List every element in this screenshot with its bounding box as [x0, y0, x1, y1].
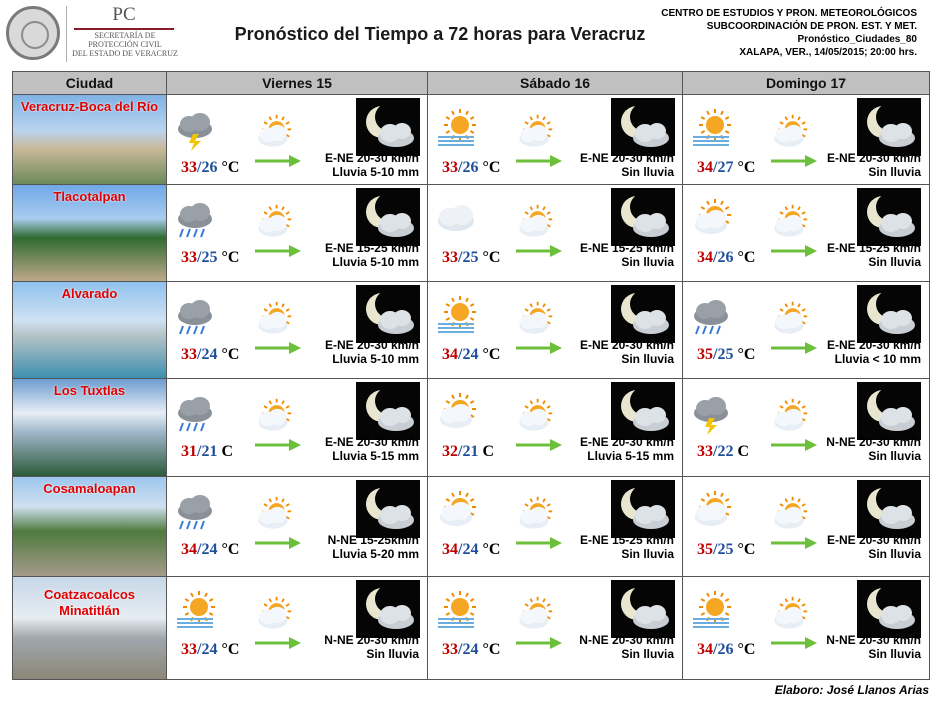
org-line-1: CENTRO DE ESTUDIOS Y PRON. METEOROLÓGICOS — [661, 8, 917, 19]
org-line-3: Pronóstico_Ciudades_80 — [797, 34, 917, 45]
wind-arrow-icon — [253, 340, 303, 356]
day-forecast-cell — [683, 477, 929, 576]
rain-cloud-icon — [689, 294, 733, 338]
wind-text: E-NE 20-30 km/h — [579, 435, 674, 449]
wind-text: E-NE 20-30 km/h — [579, 151, 674, 165]
logo-line-2: PROTECCIÓN CIVIL — [88, 40, 162, 49]
temp-unit: C — [737, 443, 750, 460]
day-forecast-cell — [428, 282, 683, 378]
day-forecast-cell — [428, 95, 683, 184]
city-name: Alvarado — [61, 286, 118, 301]
credit-line: Elaboro: José Llanos Arias — [774, 683, 929, 697]
rain-text: Lluvia 5-15 mm — [332, 449, 419, 463]
rain-text: Sin lluvia — [621, 647, 674, 661]
day-forecast-cell — [683, 185, 929, 281]
rain-cloud-icon — [173, 489, 217, 533]
storm-cloud-icon — [689, 391, 733, 435]
partly-cloudy-icon — [514, 203, 554, 243]
wind-text: E-NE 20-30 km/h — [826, 338, 921, 352]
temp-max: 31 — [181, 443, 197, 460]
sun-haze-icon — [689, 589, 733, 633]
temp-max: 32 — [442, 443, 458, 460]
temp-max: 35 — [697, 541, 713, 558]
temperature-range: 33/24 °C — [181, 641, 240, 658]
city-name: Veracruz-Boca del Río — [20, 99, 159, 114]
wind-arrow-icon — [253, 437, 303, 453]
day-forecast-cell — [683, 282, 929, 378]
wind-arrow-icon — [253, 153, 303, 169]
wind-arrow-icon — [514, 340, 564, 356]
night-moon-icon — [611, 98, 675, 156]
temp-min: 25 — [201, 249, 218, 266]
night-moon-icon — [857, 382, 921, 440]
city-cell — [13, 477, 167, 576]
wind-arrow-icon — [769, 535, 819, 551]
partly-cloudy-icon — [253, 300, 293, 340]
wind-arrow-icon — [769, 340, 819, 356]
partly-cloudy-icon — [769, 397, 809, 437]
temperature-range: 31/21 C — [181, 443, 234, 460]
temperature-range: 34/24 °C — [442, 346, 501, 363]
wind-rain-info — [826, 633, 921, 661]
rain-text: Lluvia 5-10 mm — [332, 165, 419, 179]
rain-text: Lluvia < 10 mm — [834, 352, 921, 366]
wind-rain-info — [827, 151, 921, 179]
forecast-row — [13, 379, 929, 477]
city-cell — [13, 185, 167, 281]
wind-arrow-icon — [514, 535, 564, 551]
rain-text: Lluvia 5-15 mm — [587, 449, 674, 463]
logo-divider — [66, 6, 67, 62]
day-forecast-cell — [683, 577, 929, 679]
temp-max: 33 — [181, 641, 197, 658]
rain-cloud-icon — [173, 391, 217, 435]
partly-cloudy-icon — [253, 203, 293, 243]
day-forecast-cell — [167, 477, 428, 576]
logo-pc-text: PC — [112, 4, 136, 25]
partly-cloudy-icon — [689, 489, 733, 533]
day-forecast-cell — [167, 577, 428, 679]
wind-text: E-NE 20-30 km/h — [579, 338, 674, 352]
org-line-2: SUBCOORDINACIÓN DE PRON. EST. Y MET. — [706, 21, 917, 32]
temp-min: 24 — [462, 541, 479, 558]
wind-arrow-icon — [253, 535, 303, 551]
day-forecast-cell — [683, 379, 929, 476]
wind-rain-info — [580, 338, 674, 366]
wind-text: E-NE 20-30 km/h — [324, 435, 419, 449]
rain-text: Sin lluvia — [621, 165, 674, 179]
wind-rain-info — [827, 338, 921, 366]
temperature-range: 32/21 C — [442, 443, 495, 460]
temp-max: 35 — [697, 346, 713, 363]
wind-arrow-icon — [514, 243, 564, 259]
temperature-range: 34/27 °C — [697, 159, 756, 176]
rain-text: Lluvia 5-10 mm — [332, 352, 419, 366]
temp-min: 22 — [717, 443, 734, 460]
temp-unit: °C — [482, 346, 501, 363]
partly-cloudy-icon — [769, 203, 809, 243]
wind-arrow-icon — [769, 635, 819, 651]
wind-arrow-icon — [253, 635, 303, 651]
wind-text: N-NE 20-30 km/h — [324, 633, 419, 647]
wind-rain-info — [580, 241, 674, 269]
wind-rain-info — [580, 533, 674, 561]
city-name: Tlacotalpan — [53, 189, 126, 204]
temp-min: 25 — [717, 541, 734, 558]
partly-cloudy-icon — [253, 595, 293, 635]
temperature-range: 33/24 °C — [442, 641, 501, 658]
night-moon-icon — [857, 188, 921, 246]
temperature-range: 33/25 °C — [442, 249, 501, 266]
wind-text: E-NE 15-25 km/h — [826, 241, 921, 255]
temp-unit: C — [482, 443, 495, 460]
temp-max: 33 — [181, 346, 197, 363]
temp-unit: °C — [737, 346, 756, 363]
wind-text: E-NE 20-30 km/h — [324, 338, 419, 352]
temp-max: 34 — [697, 641, 713, 658]
forecast-row — [13, 477, 929, 577]
temp-unit: °C — [221, 249, 240, 266]
forecast-row — [13, 95, 929, 185]
city-cell — [13, 282, 167, 378]
temp-min: 24 — [462, 641, 479, 658]
temperature-range: 33/26 °C — [181, 159, 240, 176]
temp-max: 33 — [442, 641, 458, 658]
rain-text: Sin lluvia — [621, 255, 674, 269]
temp-min: 24 — [462, 346, 479, 363]
wind-arrow-icon — [514, 635, 564, 651]
temp-max: 34 — [442, 346, 458, 363]
logo-line-3: DEL ESTADO DE VERACRUZ — [72, 49, 178, 58]
temp-unit: °C — [221, 346, 240, 363]
partly-cloudy-icon — [769, 495, 809, 535]
wind-rain-info — [325, 435, 419, 463]
night-moon-icon — [857, 480, 921, 538]
temp-unit: °C — [482, 249, 501, 266]
night-moon-icon — [356, 480, 420, 538]
city-cell — [13, 379, 167, 476]
sun-haze-icon — [434, 107, 478, 151]
temp-max: 33 — [697, 443, 713, 460]
night-moon-icon — [356, 188, 420, 246]
rain-text: Sin lluvia — [366, 647, 419, 661]
day-forecast-cell — [167, 282, 428, 378]
wind-text: N-NE 20-30 km/h — [826, 435, 921, 449]
state-seal-icon — [6, 6, 60, 60]
rain-text: Sin lluvia — [868, 647, 921, 661]
wind-rain-info — [579, 633, 674, 661]
temperature-range: 33/24 °C — [181, 346, 240, 363]
partly-cloudy-icon — [514, 113, 554, 153]
wind-text: E-NE 15-25 km/h — [324, 241, 419, 255]
rain-text: Sin lluvia — [868, 165, 921, 179]
city-cell — [13, 95, 167, 184]
column-header-day-2: Sábado 16 — [428, 72, 683, 95]
wind-arrow-icon — [769, 437, 819, 453]
rain-text: Sin lluvia — [621, 547, 674, 561]
partly-cloudy-icon — [253, 495, 293, 535]
wind-text: N-NE 15-25km/h — [327, 533, 419, 547]
temp-max: 34 — [697, 249, 713, 266]
forecast-row — [13, 185, 929, 282]
wind-text: E-NE 20-30 km/h — [324, 151, 419, 165]
wind-rain-info — [826, 435, 921, 463]
rain-text: Sin lluvia — [868, 547, 921, 561]
wind-rain-info — [325, 241, 419, 269]
temp-min: 26 — [462, 159, 479, 176]
temperature-range: 33/25 °C — [181, 249, 240, 266]
partly-cloudy-icon — [769, 595, 809, 635]
temp-unit: °C — [221, 641, 240, 658]
wind-arrow-icon — [253, 243, 303, 259]
wind-rain-info — [827, 533, 921, 561]
rain-text: Sin lluvia — [868, 449, 921, 463]
wind-text: E-NE 20-30 km/h — [826, 533, 921, 547]
wind-rain-info — [325, 151, 419, 179]
temp-min: 26 — [717, 641, 734, 658]
column-header-day-3: Domingo 17 — [683, 72, 929, 95]
day-forecast-cell — [428, 379, 683, 476]
temp-unit: °C — [737, 541, 756, 558]
night-moon-icon — [611, 580, 675, 638]
temp-max: 33 — [442, 159, 458, 176]
wind-text: N-NE 20-30 km/h — [579, 633, 674, 647]
temp-min: 24 — [201, 641, 218, 658]
rain-text: Sin lluvia — [868, 255, 921, 269]
temperature-range: 33/22 C — [697, 443, 750, 460]
temp-unit: C — [221, 443, 234, 460]
temp-max: 34 — [442, 541, 458, 558]
city-name: Coatzacoalcos Minatitlán — [43, 587, 136, 618]
wind-rain-info — [827, 241, 921, 269]
temp-unit: °C — [482, 159, 501, 176]
wind-rain-info — [580, 151, 674, 179]
temp-max: 34 — [697, 159, 713, 176]
partly-cloudy-icon — [434, 391, 478, 435]
sun-haze-icon — [434, 589, 478, 633]
city-name: Los Tuxtlas — [53, 383, 126, 398]
city-cell — [13, 577, 167, 679]
wind-text: E-NE 15-25 km/h — [579, 241, 674, 255]
rain-text: Lluvia 5-10 mm — [332, 255, 419, 269]
temp-min: 24 — [201, 346, 218, 363]
temp-unit: °C — [221, 159, 240, 176]
wind-arrow-icon — [769, 243, 819, 259]
night-moon-icon — [611, 285, 675, 343]
day-forecast-cell — [428, 477, 683, 576]
logo-agency-text — [70, 31, 180, 58]
forecast-row — [13, 282, 929, 379]
night-moon-icon — [857, 285, 921, 343]
rain-text: Lluvia 5-20 mm — [332, 547, 419, 561]
temp-unit: °C — [737, 641, 756, 658]
wind-text: N-NE 20-30 km/h — [826, 633, 921, 647]
page-header — [0, 0, 937, 70]
city-name: Cosamaloapan — [43, 481, 136, 496]
temp-min: 25 — [717, 346, 734, 363]
temp-min: 26 — [201, 159, 218, 176]
wind-text: E-NE 15-25 km/h — [579, 533, 674, 547]
wind-arrow-icon — [769, 153, 819, 169]
day-forecast-cell — [428, 185, 683, 281]
night-moon-icon — [611, 480, 675, 538]
wind-rain-info — [328, 533, 419, 561]
rain-cloud-icon — [173, 294, 217, 338]
temp-max: 34 — [181, 541, 197, 558]
partly-cloudy-icon — [253, 397, 293, 437]
temp-unit: °C — [737, 249, 756, 266]
temp-min: 25 — [462, 249, 479, 266]
day-forecast-cell — [167, 185, 428, 281]
night-moon-icon — [356, 285, 420, 343]
partly-cloudy-icon — [514, 495, 554, 535]
partly-cloudy-icon — [769, 113, 809, 153]
temp-min: 21 — [462, 443, 479, 460]
storm-cloud-icon — [173, 107, 217, 151]
temperature-range: 33/26 °C — [442, 159, 501, 176]
partly-cloudy-icon — [514, 397, 554, 437]
column-header-city: Ciudad — [13, 72, 167, 95]
temperature-range: 35/25 °C — [697, 541, 756, 558]
logo-line-1: SECRETARÍA DE — [94, 31, 156, 40]
temp-min: 24 — [201, 541, 218, 558]
wind-arrow-icon — [514, 437, 564, 453]
rain-text: Sin lluvia — [621, 352, 674, 366]
cloudy-icon — [434, 197, 478, 241]
sun-haze-icon — [434, 294, 478, 338]
partly-cloudy-icon — [514, 595, 554, 635]
night-moon-icon — [857, 580, 921, 638]
temp-unit: °C — [737, 159, 756, 176]
temperature-range: 34/26 °C — [697, 641, 756, 658]
wind-arrow-icon — [514, 153, 564, 169]
temp-unit: °C — [482, 641, 501, 658]
temp-max: 33 — [181, 159, 197, 176]
night-moon-icon — [356, 580, 420, 638]
wind-text: E-NE 20-30 km/h — [826, 151, 921, 165]
day-forecast-cell — [428, 577, 683, 679]
temperature-range: 34/24 °C — [442, 541, 501, 558]
temp-min: 26 — [717, 249, 734, 266]
day-forecast-cell — [683, 95, 929, 184]
sun-haze-icon — [173, 589, 217, 633]
day-forecast-cell — [167, 379, 428, 476]
org-line-4: XALAPA, VER., 14/05/2015; 20:00 hrs. — [739, 47, 917, 58]
logo-rule — [74, 28, 174, 30]
page-title: Pronóstico del Tiempo a 72 horas para Veracruz — [234, 24, 646, 44]
day-forecast-cell — [167, 95, 428, 184]
temp-unit: °C — [221, 541, 240, 558]
partly-cloudy-icon — [769, 300, 809, 340]
night-moon-icon — [611, 188, 675, 246]
forecast-row — [13, 577, 929, 679]
partly-cloudy-icon — [253, 113, 293, 153]
night-moon-icon — [356, 382, 420, 440]
rain-cloud-icon — [173, 197, 217, 241]
forecast-table — [12, 71, 930, 680]
night-moon-icon — [857, 98, 921, 156]
wind-rain-info — [324, 633, 419, 661]
column-header-day-1: Viernes 15 — [167, 72, 428, 95]
org-info — [617, 7, 917, 59]
partly-cloudy-icon — [689, 197, 733, 241]
partly-cloudy-icon — [434, 489, 478, 533]
temp-min: 27 — [717, 159, 734, 176]
wind-rain-info — [325, 338, 419, 366]
temp-max: 33 — [181, 249, 197, 266]
temperature-range: 34/24 °C — [181, 541, 240, 558]
night-moon-icon — [356, 98, 420, 156]
night-moon-icon — [611, 382, 675, 440]
temperature-range: 35/25 °C — [697, 346, 756, 363]
wind-rain-info — [580, 435, 674, 463]
temp-max: 33 — [442, 249, 458, 266]
sun-haze-icon — [689, 107, 733, 151]
temp-unit: °C — [482, 541, 501, 558]
temperature-range: 34/26 °C — [697, 249, 756, 266]
temp-min: 21 — [201, 443, 218, 460]
partly-cloudy-icon — [514, 300, 554, 340]
